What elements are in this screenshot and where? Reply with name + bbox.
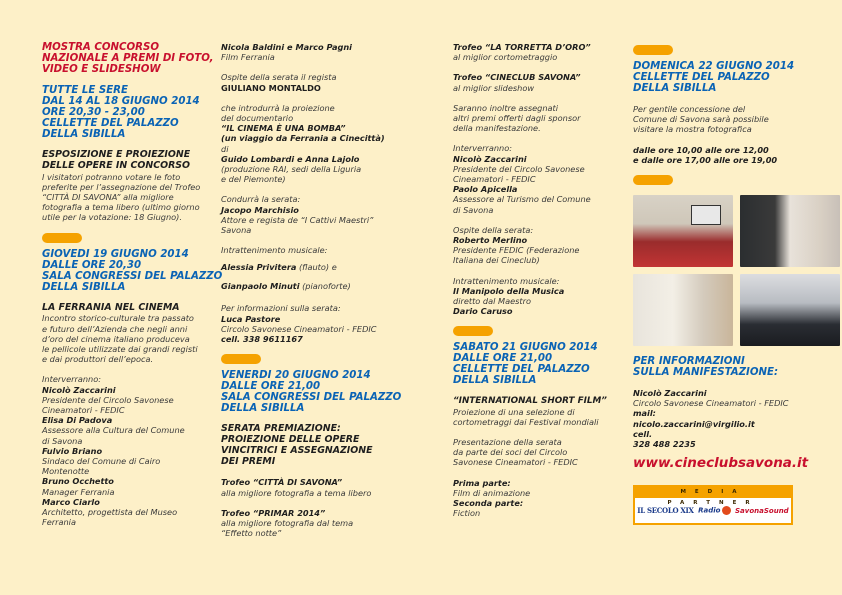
heading-line: DEI PREMI (221, 455, 276, 467)
schedule-line: DELLA SIBILLA (42, 129, 126, 140)
exhibition-title (42, 150, 232, 172)
text-line: Incontro storico-culturale tra passato (42, 313, 194, 324)
schedule-all-evenings (42, 85, 232, 140)
schedule-line: GIOVEDI 19 GIUGNO 2014 (42, 248, 189, 260)
documentary-title: “IL CINEMA È UNA BOMBA” (221, 123, 346, 134)
title-line: VIDEO E SLIDESHOW (42, 64, 161, 75)
text-line: preferite per l’assegnazione del Trofeo (42, 181, 201, 192)
info-label: Per informazioni sulla serata: (221, 303, 341, 314)
section-divider-pill (633, 175, 673, 185)
mail-label: mail: (633, 408, 656, 419)
schedule-line: DELLA SIBILLA (453, 375, 537, 387)
trophy-desc: alla migliore fotografia a tema libero (221, 487, 372, 498)
speaker-role: di Savona (453, 204, 494, 215)
schedule-line: DALLE ORE 20,30 (42, 259, 142, 271)
host-role: Savona (221, 225, 252, 236)
sunday-text: visitare la mostra fotografica (633, 124, 752, 135)
media-partner-label: MEDIA PARTNER (635, 487, 791, 498)
sponsors-text: Saranno inoltre assegnati (453, 102, 559, 113)
column-4 (633, 45, 823, 525)
music-director-label: diretto dal Maestro (453, 296, 531, 307)
radio-badge-icon (722, 506, 731, 515)
exhibition-visitors-photo (633, 274, 733, 346)
by-label: di (221, 143, 229, 154)
speaker-role: Assessore alla Cultura del Comune (42, 425, 185, 436)
schedule-line: CELLETTE DEL PALAZZO (453, 364, 590, 376)
heading-line: SULLA MANIFESTAZIONE: (633, 367, 779, 379)
column-1 (42, 42, 232, 527)
column-2 (221, 42, 411, 538)
title-line: MOSTRA CONCORSO (42, 42, 160, 53)
column-3 (453, 42, 643, 519)
part-label: Prima parte: (453, 477, 511, 488)
schedule-line: CELLETTE DEL PALAZZO (42, 118, 179, 129)
authors-note: e del Piemonte) (221, 174, 286, 185)
contest-title (42, 42, 232, 75)
speaker-role: Montenotte (42, 466, 90, 477)
info-title (633, 356, 823, 378)
speaker-role: Assessore al Turismo del Comune (453, 194, 591, 205)
ferrania-text (42, 313, 232, 364)
part-text: Fiction (453, 508, 481, 519)
trophy-name: Trofeo “PRIMAR 2014” (221, 507, 326, 518)
host-role: Attore e regista de “I Cattivi Maestri” (221, 214, 374, 225)
contact-name: Nicolò Zaccarini (633, 388, 707, 399)
sunday-text: Comune di Savona sarà possibile (633, 114, 769, 125)
host-label: Condurrà la serata: (221, 194, 301, 205)
schedule-line: SABATO 21 GIUGNO 2014 (453, 342, 598, 354)
trophy-desc: al miglior cortometraggio (453, 52, 558, 63)
trophy-name: Trofeo “CINECLUB SAVONA” (453, 72, 581, 83)
schedule-line: SALA CONGRESSI DEL PALAZZO (221, 392, 402, 404)
short-film-title: “INTERNATIONAL SHORT FILM” (453, 396, 607, 407)
intro-text: che introdurrà la proiezione (221, 102, 335, 113)
ferrania-title: LA FERRANIA NEL CINEMA (42, 301, 180, 313)
presentation-text: da parte dei soci del Circolo (453, 447, 568, 458)
cell-label: cell. (633, 428, 653, 439)
trophy-desc: al miglior slideshow (453, 82, 535, 93)
trophy-desc: “Effetto notte” (221, 528, 282, 539)
secolo-xix-logo: IL SECOLO XIX (637, 506, 694, 516)
guest-role-baldini: Film Ferrania (221, 52, 275, 63)
section-divider-pill (453, 326, 493, 336)
director-label: Ospite della serata il regista (221, 72, 337, 83)
musician-1 (221, 255, 411, 274)
documentary-subtitle: (un viaggio da Ferrania a Cinecittà) (221, 133, 385, 144)
musician-instrument: (flauto) e (296, 262, 337, 273)
schedule-line: DELLA SIBILLA (221, 403, 305, 415)
part-text: Film di animazione (453, 487, 531, 498)
speakers-list (42, 385, 232, 528)
documentary-authors: Guido Lombardi e Anna Lajolo (221, 153, 360, 164)
title-line: NAZIONALE A PREMI DI FOTO, (42, 53, 214, 64)
speaker-name: Marco Ciarlo (42, 496, 100, 507)
speakers-label: Interverranno: (42, 374, 101, 385)
speaker-role: Cineamatori - FEDIC (453, 174, 536, 185)
schedule-line: CELLETTE DEL PALAZZO (633, 72, 770, 83)
guest-role: Italiana dei Cineclub) (453, 255, 540, 266)
schedule-line: SALA CONGRESSI DEL PALAZZO (42, 270, 223, 282)
contact-cell: 328 488 2235 (633, 439, 696, 450)
authors-note: (produzione RAI, sedi della Liguria (221, 164, 362, 175)
speaker-name: Paolo Apicella (453, 184, 518, 195)
schedule-line: VENERDI 20 GIUGNO 2014 (221, 370, 371, 382)
trophy-desc: alla migliore fotografia dal tema (221, 518, 354, 529)
info-name: Luca Pastore (221, 313, 281, 324)
exhibition-text (42, 172, 232, 223)
guest-label: Ospite della serata: (453, 224, 534, 235)
text-line: e futuro dell’Azienda che negli anni (42, 323, 188, 334)
info-org: Circolo Savonese Cineamatori - FEDIC (221, 323, 377, 334)
savonasound-logo: SavonaSound (735, 506, 789, 515)
schedule-line: ORE 20,30 - 23,00 (42, 107, 145, 118)
radio-logo-text: Radio (698, 506, 721, 515)
photo-grid (633, 195, 823, 346)
heading-line: VINCITRICI E ASSEGNAZIONE (221, 444, 373, 456)
sunday-hours: dalle ore 10,00 alle ore 12,00 (633, 144, 769, 155)
speaker-name: Elisa Di Padova (42, 415, 113, 426)
guest-role: Presidente FEDIC (Federazione (453, 245, 580, 256)
heading-line: ESPOSIZIONE E PROIEZIONE (42, 149, 191, 160)
text-line: fotografia a tema libero (ultimo giorno (42, 202, 200, 213)
speaker-role: di Savona (42, 435, 83, 446)
music-conductor: Dario Caruso (453, 306, 513, 317)
speaker-role: Manager Ferrania (42, 486, 115, 497)
host-name: Jacopo Marchisio (221, 204, 299, 215)
contact-org: Circolo Savonese Cineamatori - FEDIC (633, 398, 789, 409)
schedule-line: DELLA SIBILLA (42, 281, 126, 293)
director-name: GIULIANO MONTALDO (221, 82, 321, 93)
presentation-text: Savonese Cineamatori - FEDIC (453, 457, 578, 468)
speaker-role: Sindaco del Comune di Cairo (42, 456, 161, 467)
speaker-role: Ferrania (42, 517, 76, 528)
schedule-saturday (453, 342, 643, 386)
schedule-line: DALLE ORE 21,00 (221, 381, 321, 393)
heading-line: DELLE OPERE IN CONCORSO (42, 159, 191, 171)
text-line: “CITTÀ DI SAVONA” alla migliore (42, 192, 174, 202)
sunday-hours: e dalle ore 17,00 alle ore 19,00 (633, 154, 778, 165)
musicians-performance-photo (740, 274, 840, 346)
music-group: Il Manipolo della Musica (453, 285, 565, 296)
musician-instrument: (pianoforte) (299, 281, 351, 292)
schedule-line: DALLE ORE 21,00 (453, 353, 553, 365)
contact-email[interactable]: nicolo.zaccarini@virgilio.it (633, 418, 755, 429)
schedule-sunday (633, 61, 823, 94)
text-line: le pellicole utilizzate dai grandi registi (42, 344, 198, 355)
short-film-text: Proiezione di una selezione di (453, 406, 575, 417)
info-cell: cell. 338 9611167 (221, 334, 303, 345)
sponsors-text: altri premi offerti dagli sponsor (453, 113, 581, 124)
speaker-name: Nicolò Zaccarini (42, 384, 116, 395)
section-divider-pill (42, 233, 82, 243)
award-ceremony-photo (740, 195, 840, 267)
schedule-friday (221, 370, 411, 414)
schedule-line: TUTTE LE SERE (42, 85, 128, 96)
speaker-name: Bruno Occhetto (42, 476, 114, 487)
speaker-name: Nicolò Zaccarini (453, 153, 527, 164)
sponsors-text: della manifestazione. (453, 123, 541, 134)
schedule-line: DOMENICA 22 GIUGNO 2014 (633, 61, 795, 72)
trophy-name: Trofeo “LA TORRETTA D’ORO” (453, 42, 591, 52)
conference-audience-photo (633, 195, 733, 267)
radio-logo (698, 506, 730, 515)
projector-screen (691, 205, 721, 225)
sunday-text: Per gentile concessione del (633, 104, 746, 114)
musician-name: Alessia Privitera (221, 262, 297, 273)
schedule-line: DAL 14 AL 18 GIUGNO 2014 (42, 96, 200, 107)
speaker-role: Presidente del Circolo Savonese (42, 394, 174, 405)
heading-line: SERATA PREMIAZIONE: (221, 423, 341, 435)
heading-line: PROIEZIONE DELLE OPERE (221, 434, 360, 446)
heading-line: PER INFORMAZIONI (633, 356, 745, 368)
trophy-name: Trofeo “CITTÀ DI SAVONA” (221, 477, 343, 488)
musician-2 (221, 274, 411, 293)
guest-name: Roberto Merlino (453, 235, 528, 246)
text-line: I visitatori potranno votare le foto (42, 171, 181, 182)
speaker-name: Fulvio Briano (42, 445, 103, 456)
music-label: Intrattenimento musicale: (453, 275, 560, 286)
text-line: d’oro del cinema italiano produceva (42, 333, 190, 344)
media-partner-box (633, 485, 793, 525)
speaker-role: Architetto, progettista del Museo (42, 507, 178, 518)
section-divider-pill (221, 354, 261, 364)
speakers-label: Interverranno: (453, 143, 512, 154)
text-line: e dai produttori dell’epoca. (42, 354, 154, 365)
award-title (221, 424, 411, 467)
schedule-line: DELLA SIBILLA (633, 83, 717, 94)
intro-text: del documentario (221, 113, 294, 124)
text-line: utile per la votazione: 18 Giugno). (42, 212, 182, 223)
speaker-role: Cineamatori - FEDIC (42, 405, 125, 416)
presentation-text: Presentazione della serata (453, 437, 562, 448)
speaker-role: Presidente del Circolo Savonese (453, 163, 585, 174)
short-film-text: cortometraggi dai Festival mondiali (453, 416, 599, 427)
guest-name-baldini: Nicola Baldini e Marco Pagni (221, 42, 352, 52)
schedule-thursday (42, 249, 232, 293)
musician-name: Gianpaolo Minuti (221, 281, 300, 292)
website-link[interactable]: www.cineclubsavona.it (633, 455, 809, 472)
part-label: Seconda parte: (453, 498, 524, 509)
music-label: Intrattenimento musicale: (221, 245, 328, 256)
section-divider-pill (633, 45, 673, 55)
